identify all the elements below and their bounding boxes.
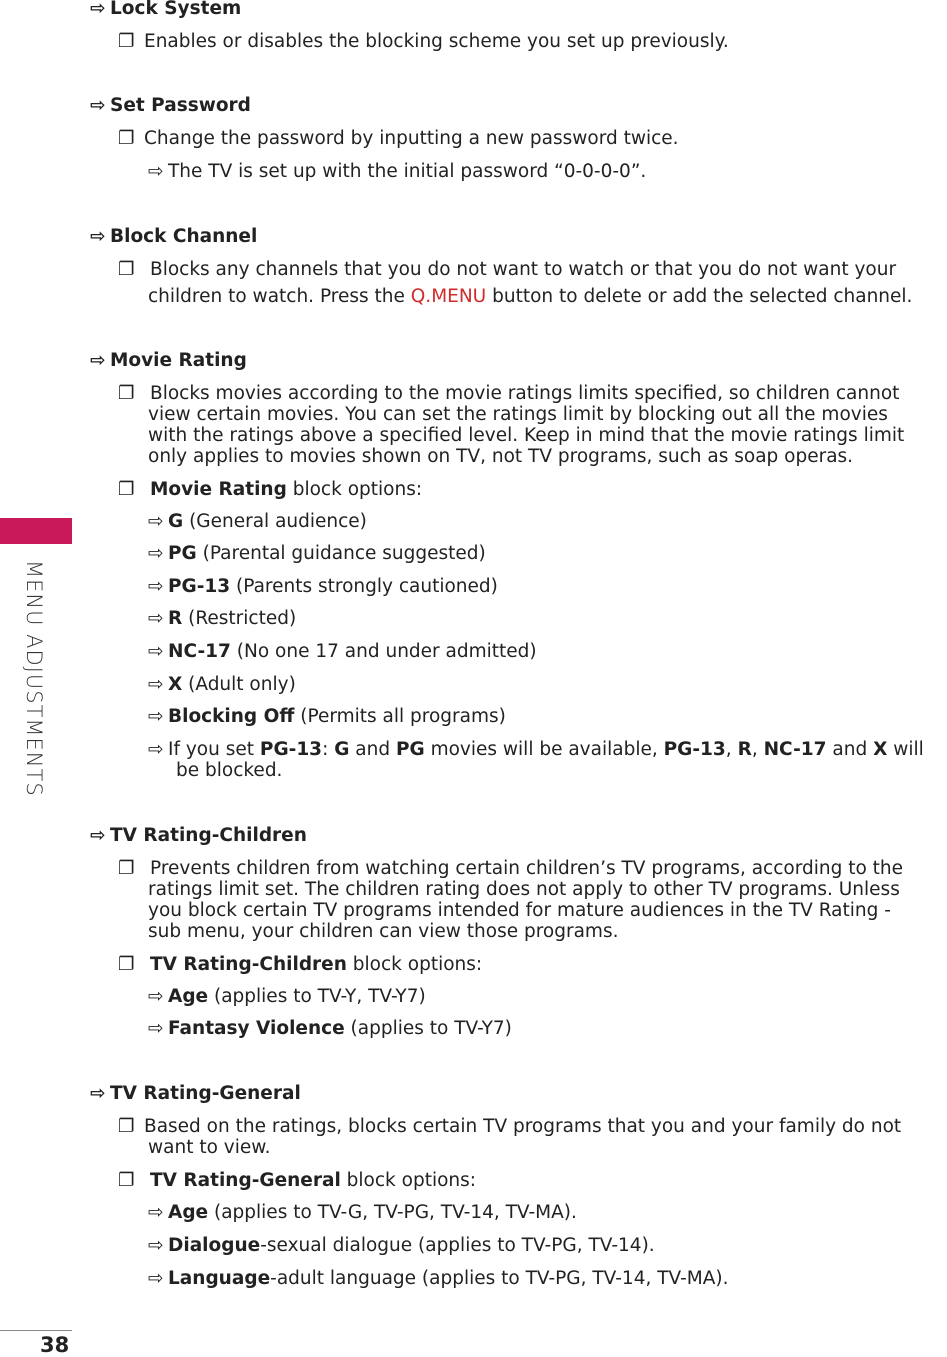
movie-rating-desc-4: only applies to movies shown on TV, not TV programs, such as soap operas.: [148, 446, 854, 467]
tv-rating-children-desc-4: sub menu, your children can view those programs.: [148, 921, 619, 942]
general-option-dialogue: ⇨ Dialogue-sexual dialogue (applies to TV-PG, TV-14).: [148, 1235, 655, 1256]
set-password-heading: ⇨ Set Password: [90, 95, 251, 116]
block-channel-heading: ⇨ Block Channel: [90, 226, 258, 247]
tv-rating-children-desc-3: you block certain TV programs intended for mature audiences in the TV Rating -: [148, 900, 891, 921]
movie-example-line-1: ⇨ If you set PG-13: G and PG movies will be available, PG-13, R, NC-17 and X will: [148, 739, 924, 760]
page-rule: [0, 1330, 72, 1331]
arrow-icon: ⇨: [90, 825, 106, 846]
children-option-fantasy-violence: ⇨ Fantasy Violence (applies to TV-Y7): [148, 1018, 512, 1039]
checkbox-icon: ❐: [118, 1116, 135, 1137]
checkbox-icon: ❐: [118, 31, 135, 52]
arrow-icon: ⇨: [148, 1235, 164, 1256]
children-option-age: ⇨ Age (applies to TV-Y, TV-Y7): [148, 986, 426, 1007]
movie-rating-heading: ⇨ Movie Rating: [90, 350, 247, 371]
tv-rating-general-desc-2: want to view.: [148, 1137, 271, 1158]
checkbox-icon: ❐: [118, 954, 135, 975]
arrow-icon: ⇨: [148, 1202, 164, 1223]
arrow-icon: ⇨: [148, 576, 164, 597]
movie-option-x: ⇨ X (Adult only): [148, 674, 296, 695]
arrow-icon: ⇨: [148, 641, 164, 662]
general-option-language: ⇨ Language-adult language (applies to TV-PG, TV-14, TV-MA).: [148, 1268, 729, 1289]
movie-option-r: ⇨ R (Restricted): [148, 608, 297, 629]
checkbox-icon: ❐: [118, 858, 135, 879]
block-channel-desc-1: ❐ Blocks any channels that you do not want to watch or that you do not want your: [118, 259, 897, 280]
movie-option-g: ⇨ G (General audience): [148, 511, 367, 532]
qmenu-button-label: Q.MENU: [410, 286, 487, 307]
movie-option-blocking-off: ⇨ Blocking Off (Permits all programs): [148, 706, 506, 727]
arrow-icon: ⇨: [148, 706, 164, 727]
movie-example-line-2: be blocked.: [176, 760, 283, 781]
arrow-icon: ⇨: [148, 739, 164, 760]
arrow-icon: ⇨: [148, 161, 164, 182]
checkbox-icon: ❐: [118, 383, 135, 404]
movie-rating-options: ❐ Movie Rating block options:: [118, 479, 423, 500]
arrow-icon: ⇨: [148, 986, 164, 1007]
arrow-icon: ⇨: [148, 674, 164, 695]
tv-rating-children-desc-2: ratings limit set. The children rating does not apply to other TV programs. Unless: [148, 879, 900, 900]
general-option-age: ⇨ Age (applies to TV-G, TV-PG, TV-14, TV-MA).: [148, 1202, 577, 1223]
tv-rating-children-options: ❐ TV Rating-Children block options:: [118, 954, 483, 975]
set-password-desc: ❐ Change the password by inputting a new password twice.: [118, 128, 679, 149]
arrow-icon: ⇨: [148, 608, 164, 629]
lock-system-heading: ⇨ Lock System: [90, 0, 242, 19]
arrow-icon: ⇨: [148, 511, 164, 532]
checkbox-icon: ❐: [118, 259, 135, 280]
section-tab: [0, 518, 72, 544]
block-channel-desc-2: children to watch. Press the Q.MENU button to delete or add the selected channel.: [148, 286, 913, 307]
arrow-icon: ⇨: [148, 543, 164, 564]
arrow-icon: ⇨: [90, 350, 106, 371]
checkbox-icon: ❐: [118, 479, 135, 500]
arrow-icon: ⇨: [90, 95, 106, 116]
arrow-icon: ⇨: [148, 1268, 164, 1289]
tv-rating-children-desc-1: ❐ Prevents children from watching certain children’s TV programs, according to the: [118, 858, 904, 879]
section-label: MENU ADJUSTMENTS: [22, 560, 46, 797]
set-password-note: ⇨ The TV is set up with the initial password “0-0-0-0”.: [148, 161, 647, 182]
tv-rating-general-options: ❐ TV Rating-General block options:: [118, 1170, 476, 1191]
movie-rating-desc-1: ❐ Blocks movies according to the movie ratings limits specified, so children cannot: [118, 383, 900, 404]
checkbox-icon: ❐: [118, 1170, 135, 1191]
arrow-icon: ⇨: [148, 1018, 164, 1039]
movie-rating-desc-3: with the ratings above a specified level. Keep in mind that the movie ratings limit: [148, 425, 905, 446]
movie-option-pg: ⇨ PG (Parental guidance suggested): [148, 543, 486, 564]
arrow-icon: ⇨: [90, 226, 106, 247]
movie-rating-desc-2: view certain movies. You can set the ratings limit by blocking out all the movies: [148, 404, 888, 425]
tv-rating-general-heading: ⇨ TV Rating-General: [90, 1083, 301, 1104]
checkbox-icon: ❐: [118, 128, 135, 149]
page-number: 38: [40, 1333, 70, 1357]
tv-rating-children-heading: ⇨ TV Rating-Children: [90, 825, 307, 846]
movie-option-nc17: ⇨ NC-17 (No one 17 and under admitted): [148, 641, 537, 662]
lock-system-desc: ❐ Enables or disables the blocking scheme you set up previously.: [118, 31, 729, 52]
movie-option-pg13: ⇨ PG-13 (Parents strongly cautioned): [148, 576, 498, 597]
arrow-icon: ⇨: [90, 0, 106, 19]
arrow-icon: ⇨: [90, 1083, 106, 1104]
tv-rating-general-desc-1: ❐ Based on the ratings, blocks certain TV programs that you and your family do not: [118, 1116, 902, 1137]
